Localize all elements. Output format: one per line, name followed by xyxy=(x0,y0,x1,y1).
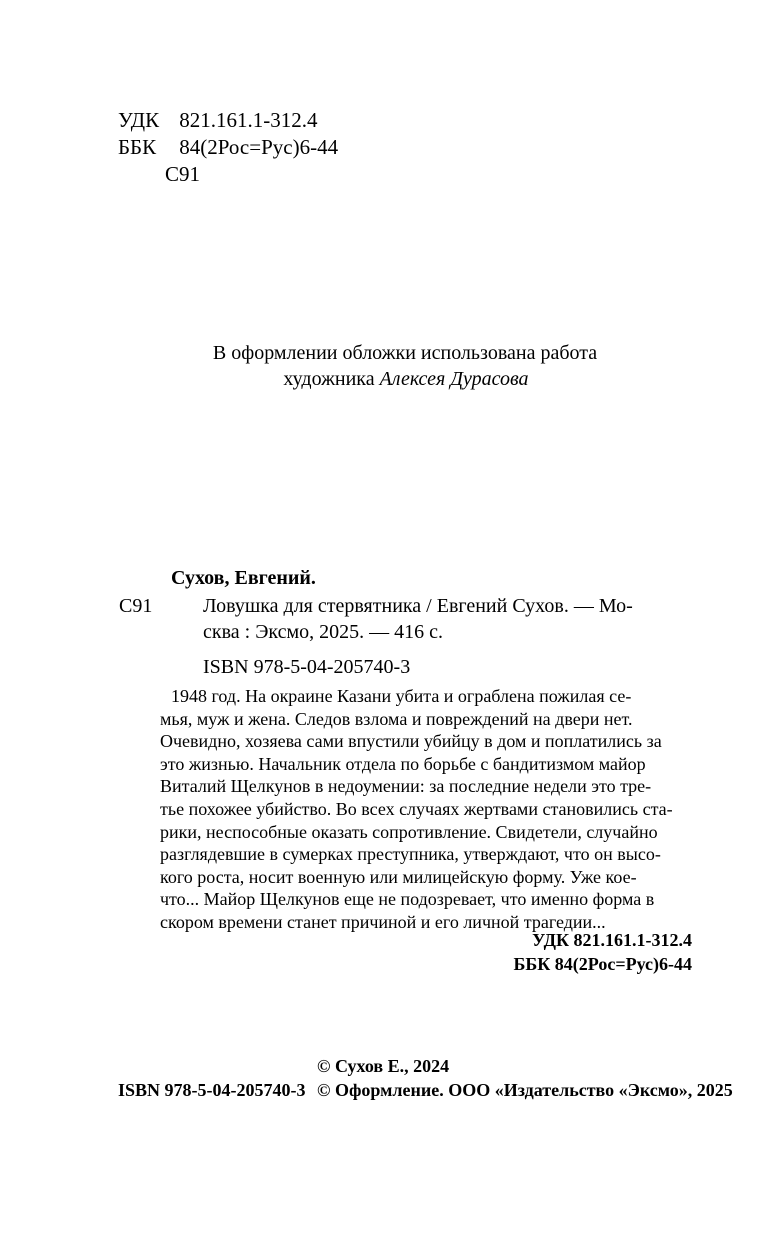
copyright-design: © Оформление. ООО «Издательство «Эксмо», 2025 xyxy=(317,1080,733,1100)
catalog-author: Сухов, Евгений. xyxy=(171,567,316,589)
cover-credit-line1: В оформлении обложки использована работа xyxy=(212,342,598,364)
isbn-bottom: ISBN 978-5-04-205740-3 xyxy=(118,1080,306,1100)
annotation-line: скором времени станет причиной и его личной трагедии... xyxy=(160,912,606,932)
annotation-line: что... Майор Щелкунов еще не подозревает, что именно форма в xyxy=(160,889,655,909)
udk-value: 821.161.1-312.4 xyxy=(179,108,318,132)
annotation-line: Очевидно, хозяева сами впустили убийцу в дом и поплатились за xyxy=(160,731,662,751)
bbk-code-bold: ББК 84(2Рос=Рус)6-44 xyxy=(513,954,692,974)
annotation-line: тье похожее убийство. Во всех случаях жертвами становились ста- xyxy=(160,799,673,819)
udk-label: УДК xyxy=(118,108,160,132)
udk-code xyxy=(118,110,318,131)
cover-credit-prefix: художника xyxy=(283,368,380,390)
artist-name: Алексея Дурасова xyxy=(379,368,529,390)
annotation-line: рики, неспособные оказать сопротивление. Свидетели, случайно xyxy=(160,822,658,842)
annotation-line: кого роста, носит военную или милицейскую форму. Уже кое- xyxy=(160,867,637,887)
annotation-line: это жизнью. Начальник отдела по борьбе с бандитизмом майор xyxy=(160,754,646,774)
udk-code-bold: УДК 821.161.1-312.4 xyxy=(532,930,692,950)
cutter-mark: С91 xyxy=(165,162,201,186)
bbk-code xyxy=(118,137,338,158)
copyright-author: © Сухов Е., 2024 xyxy=(317,1056,450,1076)
bbk-label: ББК xyxy=(118,135,157,159)
catalog-isbn: ISBN 978-5-04-205740-3 xyxy=(203,656,411,678)
catalog-cutter: С91 xyxy=(119,595,153,617)
bibliographic-line-2: сква : Эксмо, 2025. — 416 с. xyxy=(203,621,444,643)
annotation-line: мья, муж и жена. Следов взлома и повреждений на двери нет. xyxy=(160,709,633,729)
bibliographic-line-1: Ловушка для стервятника / Евгений Сухов. — Мо- xyxy=(203,595,633,617)
cover-credit-line2 xyxy=(0,369,768,389)
bbk-value: 84(2Рос=Рус)6-44 xyxy=(179,135,339,159)
annotation-line: 1948 год. На окраине Казани убита и ограблена пожилая се- xyxy=(171,686,632,706)
annotation-line: Виталий Щелкунов в недоумении: за последние недели это тре- xyxy=(160,776,652,796)
annotation-line: разглядевшие в сумерках преступника, утверждают, что он высо- xyxy=(160,844,661,864)
